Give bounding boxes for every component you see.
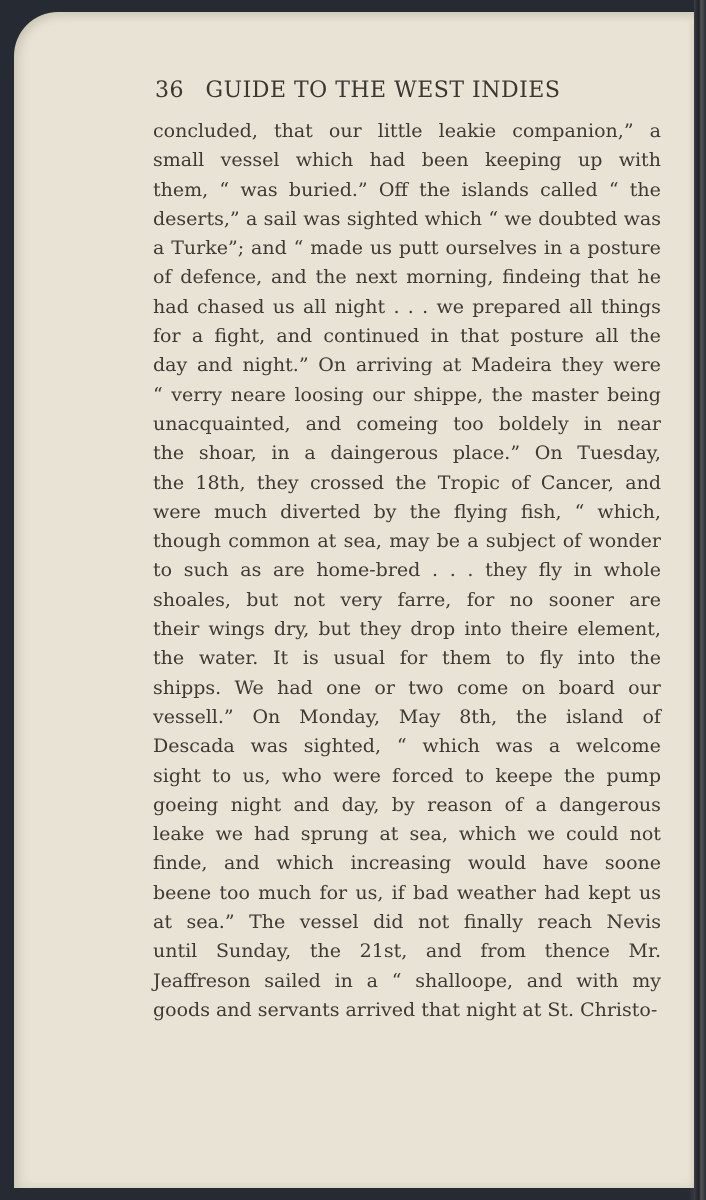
book-edge: [694, 0, 706, 1200]
text-line: deserts,” a sail was sighted which “ we doubted was: [153, 207, 661, 230]
text-line: small vessel which had been keeping up with: [153, 149, 661, 172]
text-line: shipps. We had one or two come on board our: [153, 676, 661, 699]
text-line: unacquainted, and comeing too boldely in near: [153, 412, 661, 435]
text-line: a Turke”; and “ made us putt ourselves in a posture: [153, 237, 661, 260]
text-line: sight to us, who were forced to keepe the pump: [153, 764, 661, 787]
text-line: day and night.” On arriving at Madeira they were: [153, 354, 661, 377]
text-line: their wings dry, but they drop into theire element,: [153, 618, 661, 641]
text-line: at sea.” The vessel did not finally reach Nevis: [153, 911, 661, 934]
text-line: Jeaffreson sailed in a “ shalloope, and with my: [153, 969, 661, 992]
body-text: [153, 117, 661, 1025]
text-line: Descada was sighted, “ which was a welcome: [153, 735, 661, 758]
text-line: had chased us all night . . . we prepared all things: [153, 295, 661, 318]
text-line: until Sunday, the 21st, and from thence Mr.: [153, 940, 661, 963]
text-line: the water. It is usual for them to fly into the: [153, 647, 661, 670]
text-line: leake we had sprung at sea, which we could not: [153, 823, 661, 846]
text-line: “ verry neare loosing our shippe, the master being: [153, 383, 661, 406]
text-line: vessell.” On Monday, May 8th, the island of: [153, 705, 661, 728]
text-line: for a fight, and continued in that posture all the: [153, 325, 661, 348]
running-title: GUIDE TO THE WEST INDIES: [205, 78, 561, 103]
page-number: 36: [155, 78, 184, 103]
running-header: [155, 78, 665, 103]
text-line: goeing night and day, by reason of a dangerous: [153, 793, 661, 816]
text-line: were much diverted by the flying fish, “ which,: [153, 500, 661, 523]
text-line: to such as are home-bred . . . they fly in whole: [153, 559, 661, 582]
text-line: of defence, and the next morning, findeing that he: [153, 266, 661, 289]
text-line: though common at sea, may be a subject of wonder: [153, 530, 661, 553]
text-line: goods and servants arrived that night at St. Christo-: [153, 998, 658, 1021]
text-line: finde, and which increasing would have soone: [153, 852, 661, 875]
text-line: concluded, that our little leakie companion,” a: [153, 120, 661, 142]
text-line: beene too much for us, if bad weather had kept us: [153, 881, 661, 904]
text-line: the shoar, in a daingerous place.” On Tuesday,: [153, 442, 661, 465]
text-line: shoales, but not very farre, for no sooner are: [153, 588, 661, 611]
text-line: them, “ was buried.” Off the islands called “ the: [153, 178, 661, 201]
text-line: the 18th, they crossed the Tropic of Cancer, and: [153, 471, 661, 494]
